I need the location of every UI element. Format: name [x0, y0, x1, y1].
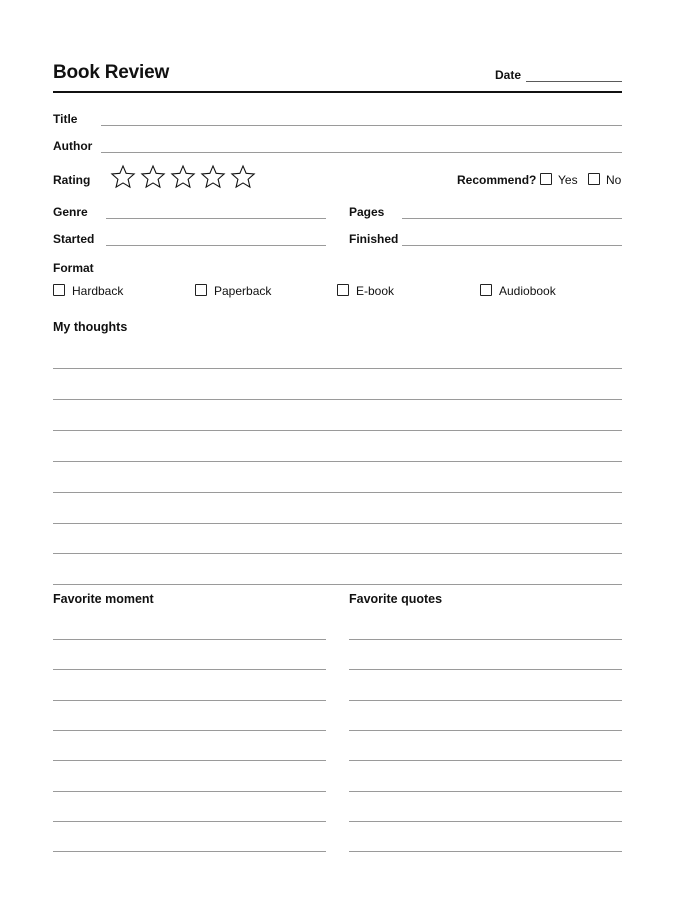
format-paperback-checkbox[interactable] — [195, 284, 207, 296]
format-audiobook-checkbox[interactable] — [480, 284, 492, 296]
quotes-line[interactable] — [349, 669, 622, 670]
quotes-line[interactable] — [349, 791, 622, 792]
recommend-no-label: No — [606, 173, 622, 187]
moment-line[interactable] — [53, 851, 326, 852]
thoughts-line[interactable] — [53, 368, 622, 369]
moment-line[interactable] — [53, 791, 326, 792]
author-label: Author — [53, 139, 93, 153]
moment-line[interactable] — [53, 760, 326, 761]
date-label: Date — [495, 68, 522, 82]
format-hardback-label: Hardback — [72, 284, 124, 298]
thoughts-line[interactable] — [53, 399, 622, 400]
my-thoughts-label: My thoughts — [53, 320, 128, 334]
header-divider — [53, 91, 622, 93]
title-field[interactable] — [101, 125, 622, 126]
format-hardback-checkbox[interactable] — [53, 284, 65, 296]
format-paperback-label: Paperback — [214, 284, 272, 298]
thoughts-line[interactable] — [53, 430, 622, 431]
rating-star-icon[interactable] — [170, 164, 196, 190]
moment-line[interactable] — [53, 730, 326, 731]
rating-label: Rating — [53, 173, 91, 187]
moment-line[interactable] — [53, 700, 326, 701]
thoughts-line[interactable] — [53, 492, 622, 493]
finished-field[interactable] — [402, 245, 622, 246]
recommend-label: Recommend? — [457, 173, 537, 187]
quotes-line[interactable] — [349, 851, 622, 852]
quotes-line[interactable] — [349, 821, 622, 822]
pages-label: Pages — [349, 205, 385, 219]
pages-field[interactable] — [402, 218, 622, 219]
date-field[interactable] — [526, 81, 622, 82]
thoughts-line[interactable] — [53, 553, 622, 554]
quotes-line[interactable] — [349, 639, 622, 640]
started-label: Started — [53, 232, 95, 246]
title-label: Title — [53, 112, 78, 126]
rating-star-icon[interactable] — [200, 164, 226, 190]
quotes-line[interactable] — [349, 700, 622, 701]
favorite-moment-label: Favorite moment — [53, 592, 154, 606]
recommend-yes-label: Yes — [558, 173, 578, 187]
moment-line[interactable] — [53, 669, 326, 670]
recommend-yes-checkbox[interactable] — [540, 173, 552, 185]
rating-star-icon[interactable] — [110, 164, 136, 190]
format-ebook-label: E-book — [356, 284, 395, 298]
format-label: Format — [53, 261, 94, 275]
genre-field[interactable] — [106, 218, 326, 219]
page-title: Book Review — [53, 62, 170, 83]
thoughts-line[interactable] — [53, 584, 622, 585]
author-field[interactable] — [101, 152, 622, 153]
recommend-no-checkbox[interactable] — [588, 173, 600, 185]
format-audiobook-label: Audiobook — [499, 284, 556, 298]
favorite-quotes-label: Favorite quotes — [349, 592, 443, 606]
finished-label: Finished — [349, 232, 399, 246]
thoughts-line[interactable] — [53, 523, 622, 524]
started-field[interactable] — [106, 245, 326, 246]
rating-star-icon[interactable] — [230, 164, 256, 190]
quotes-line[interactable] — [349, 760, 622, 761]
moment-line[interactable] — [53, 639, 326, 640]
format-ebook-checkbox[interactable] — [337, 284, 349, 296]
rating-star-icon[interactable] — [140, 164, 166, 190]
quotes-line[interactable] — [349, 730, 622, 731]
thoughts-line[interactable] — [53, 461, 622, 462]
moment-line[interactable] — [53, 821, 326, 822]
genre-label: Genre — [53, 205, 88, 219]
